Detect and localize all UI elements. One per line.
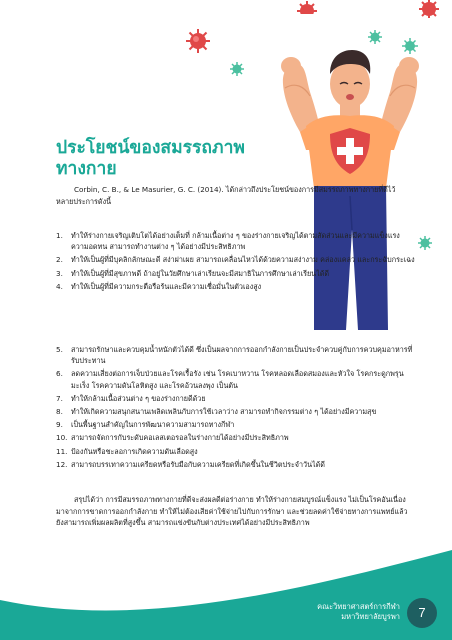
list-item	[56, 419, 416, 430]
item-text: สามารถรักษาและควบคุมน้ำหนักตัวได้ดี ซึ่งเป็นผลจากการออกกำลังกายเป็นประจำควบคู่กับการควบคุมอาหารที่รับประทาน	[71, 345, 413, 366]
page-number-badge: 7	[407, 598, 437, 628]
item-text: ทำให้กล้ามเนื้อส่วนต่าง ๆ ของร่างกายดีด้วย	[71, 393, 206, 403]
right-fist	[399, 57, 419, 75]
item-number: 6.	[56, 369, 63, 379]
item-text: ทำให้เป็นผู้ที่มีบุคลิกลักษณะดี สง่าผ่าเผย สามารถเคลื่อนไหวได้ด้วยความสง่างาม คล่องแคล่ว และกระฉับกระเฉง	[71, 255, 415, 265]
list-item	[56, 368, 416, 390]
list-item	[56, 281, 416, 292]
footer-university: มหาวิทยาลัยบูรพา	[341, 612, 400, 621]
item-text: ทำให้เป็นผู้ที่มีความกระตือรือร้นและมีความเชื่อมั่นในตัวเองสูง	[71, 281, 262, 291]
list-item	[56, 230, 416, 252]
item-number: 7.	[56, 393, 63, 403]
intro-paragraph: Corbin, C. B., & Le Masurier, G. C. (2014). ได้กล่าวถึงประโยชน์ของการมีสมรรถภาพทางกายที่ดีไว้หลายประการดังนี้	[56, 185, 396, 206]
left-fist	[281, 57, 301, 75]
item-number: 4.	[56, 281, 63, 291]
page-title	[56, 137, 256, 179]
list-item	[56, 254, 416, 265]
list-item	[56, 459, 416, 470]
item-number: 11.	[56, 446, 68, 456]
item-number: 8.	[56, 407, 63, 417]
benefits-list-part-1	[56, 230, 416, 294]
list-item	[56, 432, 416, 443]
title-line-1: ประโยชน์ของสมรรถภาพ	[56, 137, 245, 157]
list-item	[56, 393, 416, 404]
item-text: ทำให้เกิดความสนุกสนานเพลิดเพลินกับการใช้เวลาว่าง สามารถทำกิจกรรมต่าง ๆ ได้อย่างมีความสุข	[71, 407, 377, 417]
footer-faculty: คณะวิทยาศาสตร์การกีฬา	[317, 602, 400, 611]
title-line-2: ทางกาย	[56, 158, 117, 178]
item-text: ป้องกันหรือชะลอการเกิดความดันเลือดสูง	[71, 446, 198, 456]
item-text: ทำให้เป็นผู้ที่มีสุขภาพดี ถ้าอยู่ในวัยศึกษาเล่าเรียนจะมีสมาธิในการศึกษาเล่าเรียนได้ดี	[71, 268, 330, 278]
green-virus-icon	[230, 62, 244, 76]
item-text: ลดความเสี่ยงต่อการเจ็บป่วยและโรคเรื้อรัง เช่น โรคเบาหวาน โรคหลอดเลือดสมองและหัวใจ โรคกระดูกพรุน มะเร็ง โรคความดันโลหิตสูง และโรคอ้วนลงพุง เป็นต้น	[71, 369, 404, 390]
list-item	[56, 268, 416, 279]
item-text: ทำให้ร่างกายเจริญเติบโตได้อย่างเต็มที่ กล้ามเนื้อต่าง ๆ ของร่างกายเจริญได้ตามสัดส่วนและมีความแข็งแรง ความอดทน สามารถทำงานต่าง ๆ ได้อย่างมีประสิทธิภาพ	[71, 231, 400, 252]
list-item	[56, 446, 416, 457]
item-number: 5.	[56, 345, 63, 354]
item-text: สามารถบรรเทาความเครียดหรือรับมือกับความเครียดที่เกิดขึ้นในชีวิตประจำวันได้ดี	[71, 459, 325, 469]
item-number: 3.	[56, 268, 63, 278]
footer-wave	[0, 530, 452, 640]
closing-paragraph: สรุปได้ว่า การมีสมรรถภาพทางกายที่ดีจะส่งผลดีต่อร่างกาย ทำให้ร่างกายสมบูรณ์แข็งแรง ไม่เป็นโรคอันเนื่องมาจากการขาดการออกกำลังกาย ทำให้ไม่ต้องเสียค่าใช้จ่ายไปกับการรักษา และช่วยลดค่าใช้จ่ายทางการแพทย์แล้วยังสามารถเพิ่มผลผลิตที่สูงขึ้น สามารถแข่งขันกับต่างประเทศได้อย่างมีประสิทธิภาพ	[56, 495, 408, 527]
footer-institution	[317, 602, 400, 622]
item-number: 10.	[56, 433, 68, 443]
item-number: 12.	[56, 459, 68, 469]
item-number: 1.	[56, 231, 63, 240]
list-item	[56, 344, 416, 366]
item-text: สามารถจัดการกับระดับคอเลสเตอรอลในร่างกายได้อย่างมีประสิทธิภาพ	[71, 433, 289, 443]
item-text: เป็นพื้นฐานสำคัญในการพัฒนาความสามารถทางกีฬา	[71, 420, 235, 430]
list-item	[56, 406, 416, 417]
item-number: 9.	[56, 420, 63, 430]
benefits-list-part-2	[56, 344, 416, 472]
item-number: 2.	[56, 255, 63, 265]
red-virus-icon	[185, 28, 211, 54]
